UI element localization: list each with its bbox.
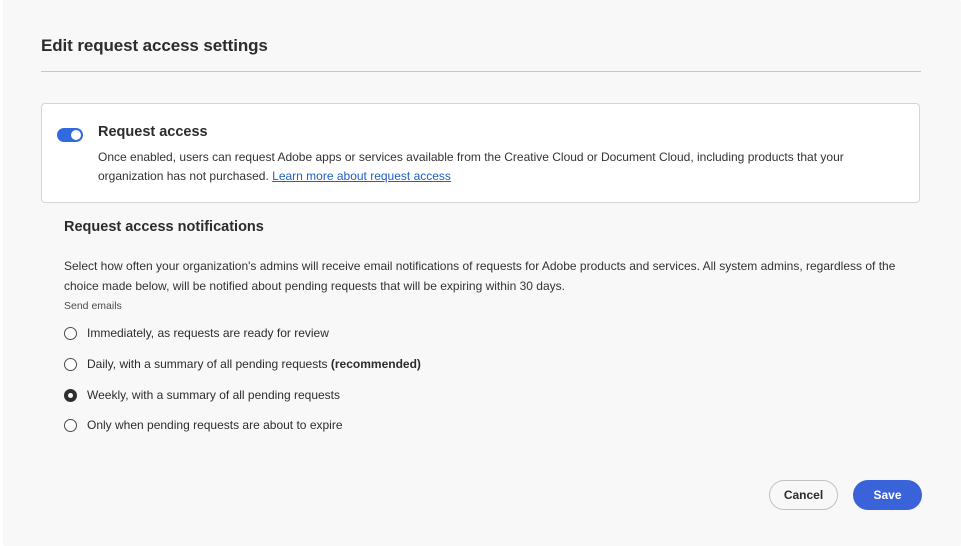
send-emails-label: Send emails (64, 300, 122, 312)
radio-button[interactable] (64, 327, 77, 340)
radio-label: Daily, with a summary of all pending requests (recommended) (87, 357, 421, 371)
radio-option-immediately[interactable] (64, 324, 329, 342)
radio-button[interactable] (64, 389, 77, 402)
notifications-heading: Request access notifications (64, 219, 264, 235)
radio-button[interactable] (64, 358, 77, 371)
request-access-description-text: Once enabled, users can request Adobe apps or services available from the Creative Cloud or Document Cloud, including products that your organization has not purchased. (98, 150, 844, 183)
radio-option-about-to-expire[interactable] (64, 416, 343, 434)
radio-option-weekly[interactable] (64, 386, 340, 404)
cancel-button[interactable]: Cancel (769, 480, 838, 510)
radio-option-daily[interactable] (64, 355, 421, 373)
request-access-heading: Request access (98, 124, 208, 140)
notifications-description: Select how often your organization's admins will receive email notifications of requests for Adobe products and services. All system admins, regardless of the choice made below, will be notified about pending requests that will be expiring within 30 days. (64, 259, 896, 293)
radio-label: Immediately, as requests are ready for review (87, 326, 329, 340)
recommended-tag: (recommended) (330, 357, 421, 371)
title-divider (41, 71, 921, 72)
radio-label: Only when pending requests are about to expire (87, 418, 343, 432)
edit-request-access-dialog (3, 0, 961, 546)
dialog-title: Edit request access settings (41, 36, 268, 55)
radio-button[interactable] (64, 419, 77, 432)
radio-label: Weekly, with a summary of all pending requests (87, 388, 341, 402)
request-access-card (41, 103, 920, 203)
learn-more-link[interactable]: Learn more about request access (272, 169, 451, 183)
request-access-description (98, 148, 908, 186)
save-button[interactable]: Save (853, 480, 922, 510)
request-access-toggle[interactable] (57, 128, 83, 142)
toggle-knob (71, 130, 81, 140)
